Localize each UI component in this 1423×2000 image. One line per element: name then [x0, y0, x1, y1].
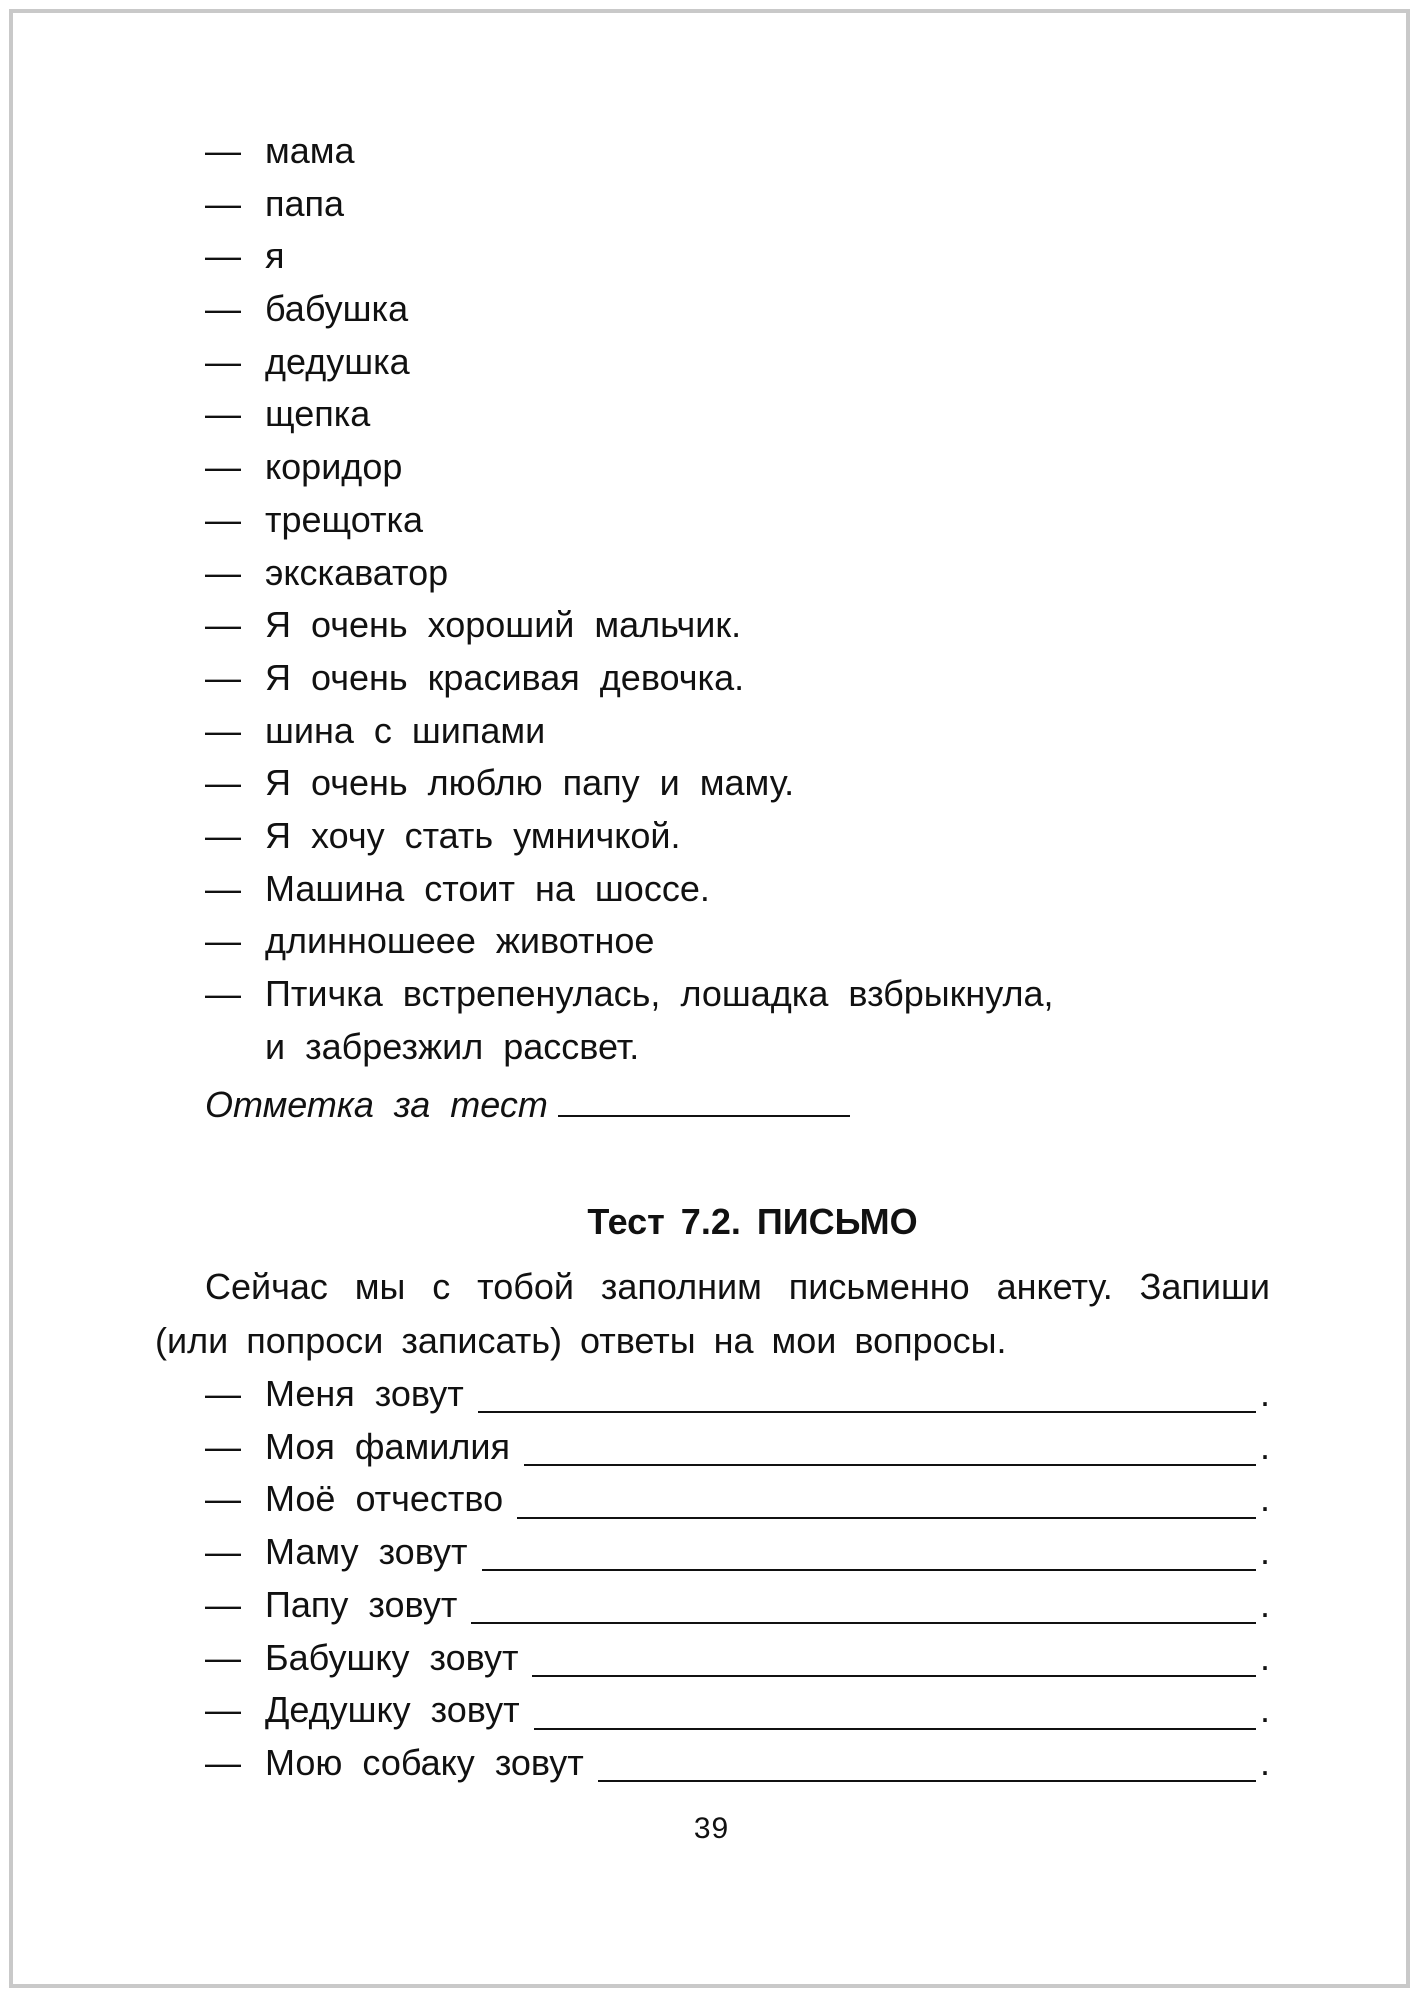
list-item-text: папа: [265, 182, 345, 224]
dash: —: [205, 762, 241, 804]
dash: —: [205, 340, 241, 382]
period: .: [1259, 1373, 1270, 1415]
list-item-text: мама: [265, 130, 355, 171]
dash: —: [205, 814, 241, 856]
form-label: Бабушку зовут: [265, 1636, 519, 1678]
page-content: [155, 125, 1270, 1790]
form-label: Маму зовут: [265, 1531, 468, 1573]
form-row: [205, 1632, 1270, 1685]
list-item: [205, 441, 1270, 494]
answer-blank[interactable]: [482, 1539, 1256, 1571]
period: .: [1259, 1531, 1270, 1573]
list-item: [205, 810, 1270, 863]
form-row: [205, 1473, 1270, 1526]
list-item-text: Птичка встрепенулась, лошадка взбрыкнула,: [265, 973, 1054, 1014]
list-item: [205, 388, 1270, 441]
dash: —: [205, 709, 241, 751]
dash: —: [205, 1373, 241, 1415]
page-number: 39: [693, 1812, 730, 1845]
form-row: [205, 1684, 1270, 1737]
list-item: [205, 178, 1270, 231]
test-grade-line: [205, 1079, 1270, 1132]
answer-blank[interactable]: [524, 1434, 1256, 1466]
form-row: [205, 1737, 1270, 1790]
dash: —: [205, 1425, 241, 1467]
instruction-line-1: Сейчас мы с тобой заполним письменно анкету. Запиши: [205, 1266, 1270, 1308]
form-label: Дедушку зовут: [265, 1689, 520, 1731]
period: .: [1259, 1689, 1270, 1731]
dash: —: [205, 235, 241, 277]
dash: —: [205, 1478, 241, 1520]
dash: —: [205, 182, 241, 224]
answer-blank[interactable]: [478, 1381, 1256, 1413]
dash: —: [205, 973, 241, 1014]
list-item-text: экскаватор: [265, 551, 449, 593]
dash: —: [205, 130, 241, 171]
form-label: Моя фамилия: [265, 1425, 511, 1467]
dash: —: [205, 551, 241, 593]
list-item: [205, 125, 1270, 178]
list-item: [205, 336, 1270, 389]
list-item-text: шина с шипами: [265, 709, 546, 751]
list-item-text: бабушка: [265, 288, 409, 330]
word-list: [205, 125, 1270, 1073]
form-label: Папу зовут: [265, 1583, 458, 1625]
list-item: [205, 494, 1270, 547]
list-item: [205, 757, 1270, 810]
answer-blank[interactable]: [532, 1645, 1256, 1677]
answer-blank[interactable]: [598, 1750, 1256, 1782]
period: .: [1259, 1478, 1270, 1520]
list-item: [205, 652, 1270, 705]
dash: —: [205, 393, 241, 435]
dash: —: [205, 1741, 241, 1783]
form-row: [205, 1526, 1270, 1579]
list-item-text: Я хочу стать умничкой.: [265, 814, 681, 856]
period: .: [1259, 1425, 1270, 1467]
answer-blank[interactable]: [471, 1592, 1256, 1624]
list-item-text: дедушка: [265, 340, 410, 382]
list-item: [205, 283, 1270, 336]
list-item: [205, 599, 1270, 652]
list-item-text: Я очень хороший мальчик.: [265, 604, 742, 646]
dash: —: [205, 1583, 241, 1625]
list-item: [205, 705, 1270, 758]
dash: —: [205, 1531, 241, 1573]
period: .: [1259, 1741, 1270, 1783]
period: .: [1259, 1583, 1270, 1625]
form-row: [205, 1421, 1270, 1474]
form-row: [205, 1368, 1270, 1421]
list-item-text: длинношеее животное: [265, 920, 655, 962]
dash: —: [205, 1636, 241, 1678]
list-item-text: щепка: [265, 393, 371, 435]
list-item-text: коридор: [265, 446, 403, 488]
answer-blank[interactable]: [534, 1698, 1256, 1730]
form-label: Моё отчество: [265, 1478, 504, 1520]
form-row: [205, 1579, 1270, 1632]
list-item-text: Я очень люблю папу и маму.: [265, 762, 795, 804]
list-item-continuation: и забрезжил рассвет.: [265, 1025, 640, 1067]
list-item-text: Я очень красивая девочка.: [265, 656, 745, 698]
dash: —: [205, 1689, 241, 1731]
dash: —: [205, 920, 241, 962]
list-item: [205, 230, 1270, 283]
instruction-paragraph: [155, 1260, 1270, 1368]
list-item-text: трещотка: [265, 498, 424, 540]
list-item: [205, 968, 1270, 1021]
dash: —: [205, 604, 241, 646]
dash: —: [205, 446, 241, 488]
grade-label: Отметка за тест: [205, 1084, 548, 1126]
dash: —: [205, 288, 241, 330]
period: .: [1259, 1636, 1270, 1678]
list-item: [205, 547, 1270, 600]
form-label: Меня зовут: [265, 1373, 464, 1415]
list-item: [205, 915, 1270, 968]
list-item: [205, 863, 1270, 916]
questionnaire-form: [205, 1368, 1270, 1790]
grade-blank[interactable]: [558, 1083, 850, 1117]
test-heading: Тест 7.2. ПИСЬМО: [587, 1201, 918, 1243]
list-item-text: Машина стоит на шоссе.: [265, 867, 710, 909]
instruction-line-2: (или попроси записать) ответы на мои вопросы.: [155, 1320, 1007, 1362]
form-label: Мою собаку зовут: [265, 1741, 584, 1783]
dash: —: [205, 498, 241, 540]
dash: —: [205, 656, 241, 698]
answer-blank[interactable]: [517, 1487, 1256, 1519]
dash: —: [205, 867, 241, 909]
list-item-text: я: [265, 235, 285, 277]
